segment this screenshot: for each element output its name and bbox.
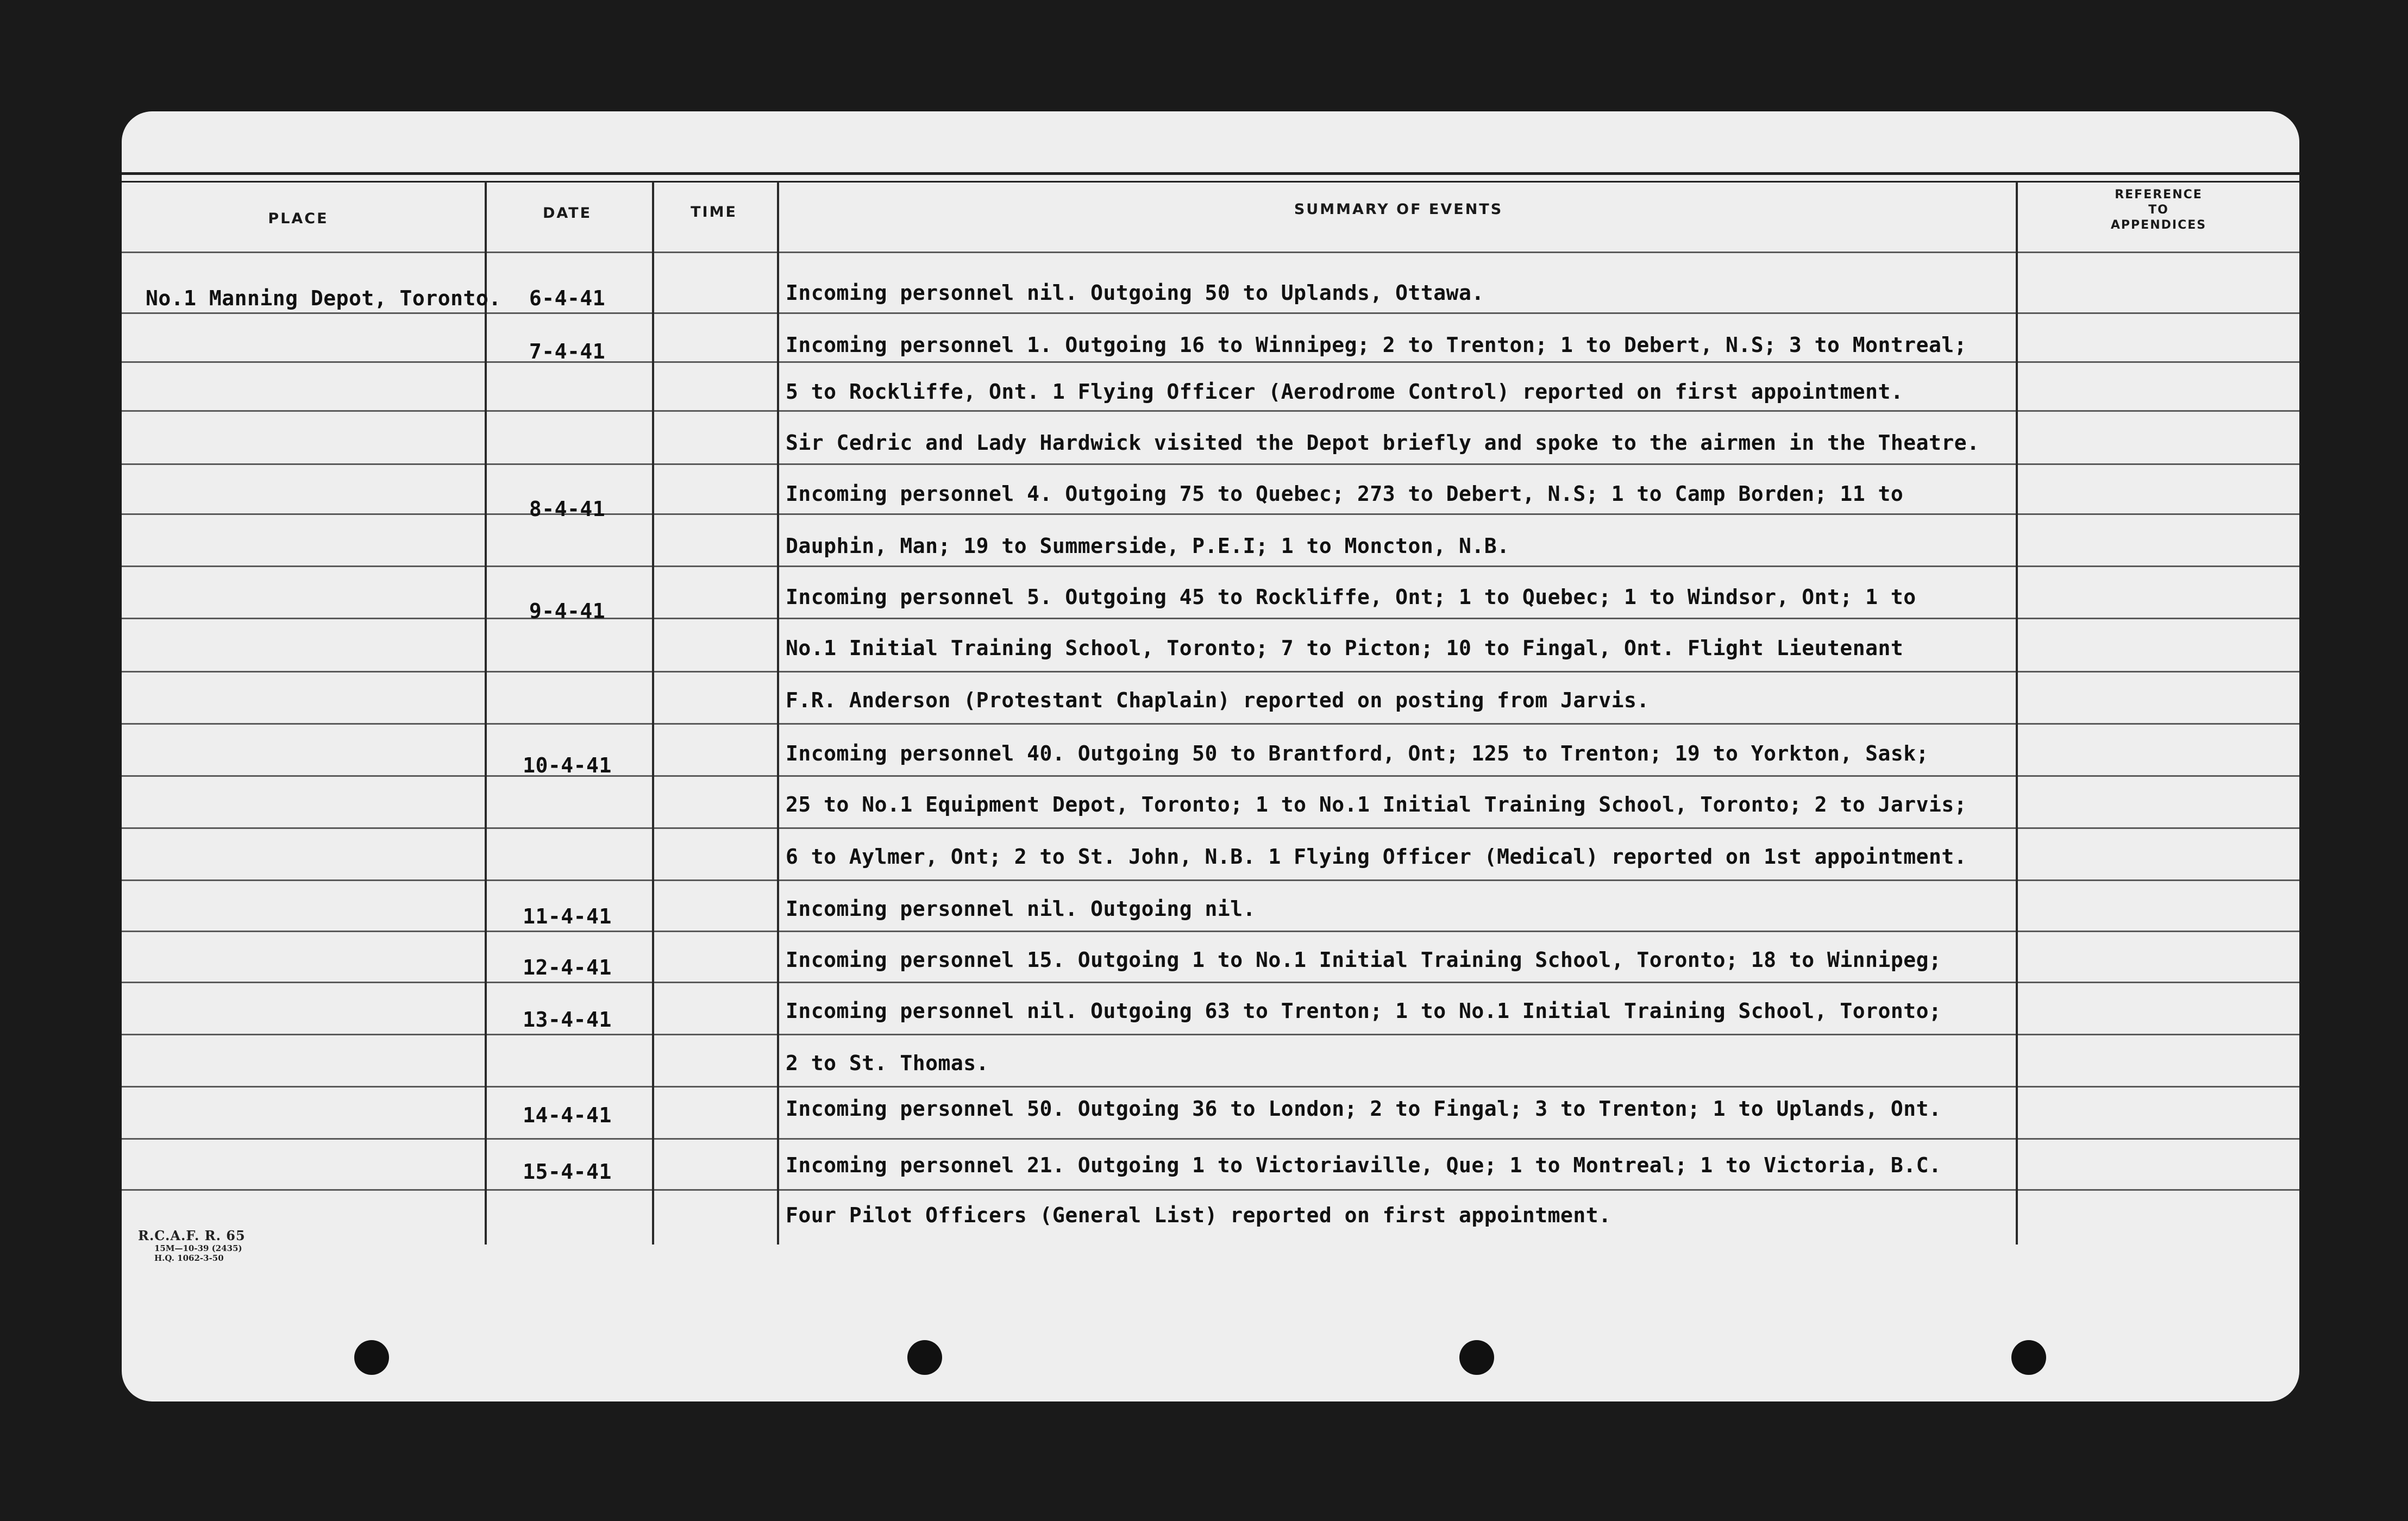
binder-hole: [2011, 1340, 2046, 1375]
header-reference-line-2: TO: [2148, 203, 2169, 217]
header-summary: SUMMARY OF EVENTS: [1294, 201, 1503, 218]
diary-card: [122, 111, 2299, 1401]
header-top-rule-2: [122, 181, 2299, 183]
row-line: [122, 671, 2299, 672]
form-number-block: [138, 1228, 246, 1263]
event-line: Incoming personnel nil. Outgoing 50 to Uplands, Ottawa.: [786, 281, 1484, 305]
column-line: [777, 182, 779, 1245]
header-date: DATE: [542, 205, 592, 222]
header-time: TIME: [691, 204, 737, 221]
binder-hole: [354, 1340, 389, 1375]
row-line: [122, 982, 2299, 983]
event-line: Incoming personnel 1. Outgoing 16 to Winnipeg; 2 to Trenton; 1 to Debert, N.S; 3 to Montreal;: [786, 333, 1967, 357]
column-line: [2016, 182, 2018, 1245]
header-reference-line-1: REFERENCE: [2115, 188, 2203, 202]
date-cell: 11-4-41: [523, 904, 612, 928]
row-line: [122, 1034, 2299, 1035]
date-cell: 14-4-41: [523, 1103, 612, 1127]
date-cell: 8-4-41: [529, 497, 606, 521]
header-reference: [2018, 187, 2299, 233]
row-line: [122, 827, 2299, 829]
row-line: [122, 775, 2299, 777]
row-line: [122, 618, 2299, 619]
date-cell: 15-4-41: [523, 1160, 612, 1184]
row-line: [122, 312, 2299, 314]
row-line: [122, 252, 2299, 253]
date-cell: 10-4-41: [523, 753, 612, 777]
row-line: [122, 1189, 2299, 1191]
event-line: Incoming personnel 50. Outgoing 36 to London; 2 to Fingal; 3 to Trenton; 1 to Uplands, Ont.: [786, 1097, 1942, 1121]
form-number: R.C.A.F. R. 65: [138, 1228, 246, 1243]
date-cell: 6-4-41: [529, 286, 606, 310]
event-line: 25 to No.1 Equipment Depot, Toronto; 1 to No.1 Initial Training School, Toronto; 2 to Jarvis;: [786, 793, 1967, 816]
row-line: [122, 723, 2299, 725]
date-cell: 9-4-41: [529, 599, 606, 623]
row-line: [122, 513, 2299, 515]
binder-hole: [907, 1340, 942, 1375]
event-line: Incoming personnel 15. Outgoing 1 to No.1 Initial Training School, Toronto; 18 to Winnipeg;: [786, 948, 1942, 972]
event-line: 2 to St. Thomas.: [786, 1051, 989, 1075]
form-hq-code: H.Q. 1062-3-50: [154, 1253, 224, 1263]
row-line: [122, 879, 2299, 881]
event-line: Incoming personnel nil. Outgoing nil.: [786, 897, 1256, 921]
date-cell: 13-4-41: [523, 1008, 612, 1032]
event-line: Incoming personnel 5. Outgoing 45 to Rockliffe, Ont; 1 to Quebec; 1 to Windsor, Ont; 1 to: [786, 585, 1916, 609]
event-line: Dauphin, Man; 19 to Summerside, P.E.I; 1 to Moncton, N.B.: [786, 534, 1510, 558]
date-cell: 7-4-41: [529, 340, 606, 363]
event-line: 6 to Aylmer, Ont; 2 to St. John, N.B. 1 Flying Officer (Medical) reported on 1st appointment.: [786, 845, 1967, 869]
event-line: Four Pilot Officers (General List) reported on first appointment.: [786, 1203, 1611, 1227]
row-line: [122, 410, 2299, 412]
event-line: Sir Cedric and Lady Hardwick visited the Depot briefly and spoke to the airmen in the Theatre.: [786, 431, 1980, 455]
form-print-code: 15M—10-39 (2435): [154, 1243, 242, 1253]
column-line: [652, 182, 654, 1245]
event-line: No.1 Initial Training School, Toronto; 7 to Picton; 10 to Fingal, Ont. Flight Lieutenant: [786, 636, 1904, 660]
binder-hole: [1459, 1340, 1494, 1375]
header-top-rule: [122, 172, 2299, 175]
row-line: [122, 1138, 2299, 1140]
event-line: 5 to Rockliffe, Ont. 1 Flying Officer (Aerodrome Control) reported on first appointment.: [786, 380, 1904, 404]
row-line: [122, 361, 2299, 363]
row-line: [122, 565, 2299, 567]
event-line: Incoming personnel 4. Outgoing 75 to Quebec; 273 to Debert, N.S; 1 to Camp Borden; 11 to: [786, 482, 1904, 506]
event-line: Incoming personnel 40. Outgoing 50 to Brantford, Ont; 125 to Trenton; 19 to Yorkton, Sask;: [786, 741, 1929, 765]
event-line: F.R. Anderson (Protestant Chaplain) reported on posting from Jarvis.: [786, 688, 1650, 712]
event-line: Incoming personnel nil. Outgoing 63 to Trenton; 1 to No.1 Initial Training School, Toronto;: [786, 999, 1942, 1023]
row-line: [122, 463, 2299, 465]
header-reference-line-3: APPENDICES: [2110, 218, 2207, 232]
row-line: [122, 1086, 2299, 1088]
row-line: [122, 931, 2299, 932]
header-place: PLACE: [268, 210, 329, 227]
place-text: No.1 Manning Depot, Toronto.: [146, 286, 501, 310]
event-line: Incoming personnel 21. Outgoing 1 to Victoriaville, Que; 1 to Montreal; 1 to Victoria, B.C.: [786, 1153, 1942, 1177]
date-cell: 12-4-41: [523, 956, 612, 979]
